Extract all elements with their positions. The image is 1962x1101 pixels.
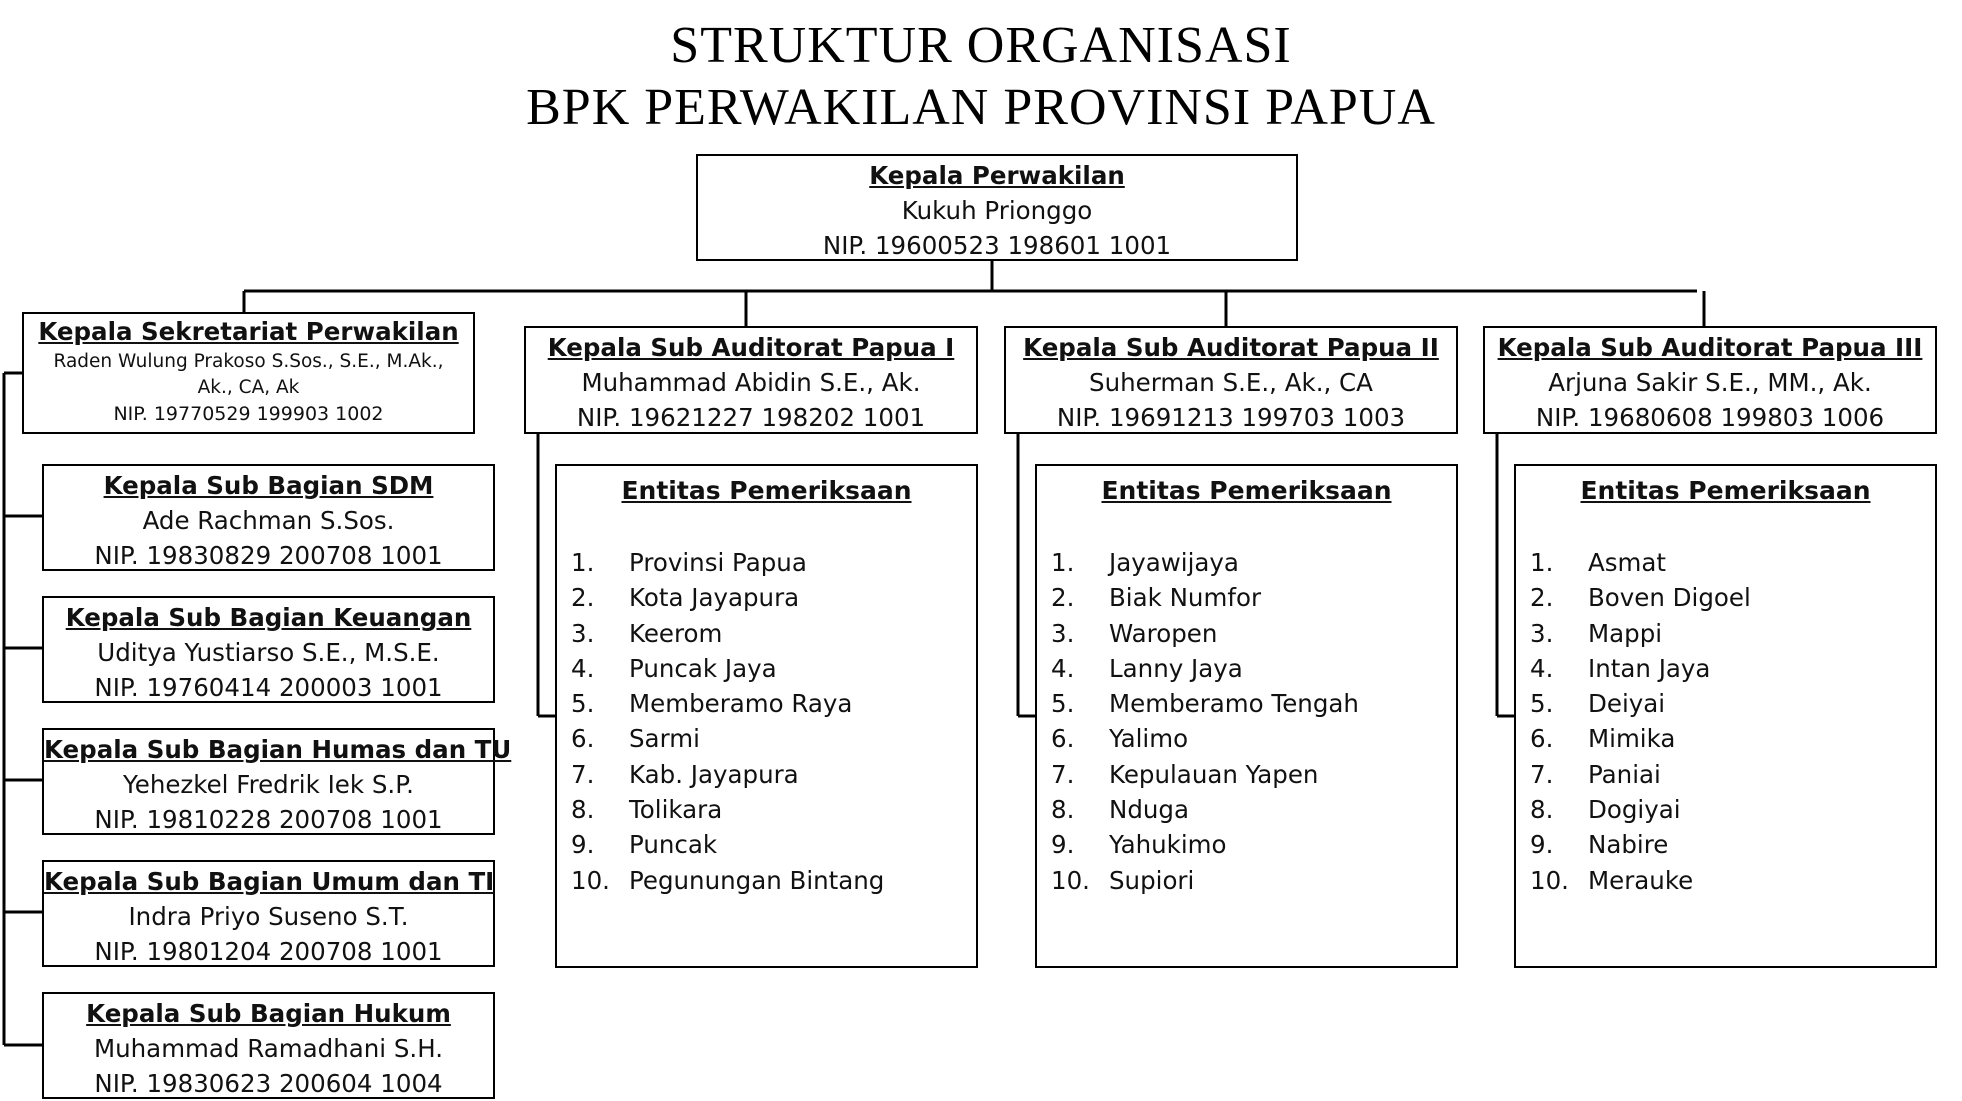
list-item: 3. Mappi bbox=[1530, 618, 1663, 648]
list-item: 5. Memberamo Tengah bbox=[1051, 689, 1359, 719]
sub-section-name: Yehezkel Fredrik Iek S.P. bbox=[123, 770, 414, 799]
list-item: 8. Nduga bbox=[1051, 795, 1189, 825]
chart-title-line-1: STRUKTUR ORGANISASI bbox=[670, 17, 1292, 74]
entities-list bbox=[557, 545, 976, 898]
list-item: 7. Kab. Jayapura bbox=[571, 759, 799, 789]
list-item: 10. Merauke bbox=[1530, 865, 1694, 895]
sub-section-role: Kepala Sub Bagian Humas dan TU bbox=[44, 735, 512, 764]
list-item: 6. Yalimo bbox=[1051, 724, 1189, 754]
entities-list bbox=[1516, 545, 1935, 898]
entities-box-3 bbox=[1514, 464, 1937, 968]
list-item: 2. Kota Jayapura bbox=[571, 583, 800, 613]
auditorat-name: Arjuna Sakir S.E., MM., Ak. bbox=[1548, 368, 1872, 397]
list-item: 4. Puncak Jaya bbox=[571, 653, 777, 683]
list-item: 1. Jayawijaya bbox=[1051, 548, 1239, 577]
list-item: 7. Paniai bbox=[1530, 759, 1661, 789]
list-item: 1. Provinsi Papua bbox=[571, 548, 807, 577]
sub-section-role: Kepala Sub Bagian Umum dan TI bbox=[44, 867, 495, 896]
secretariat-role: Kepala Sekretariat Perwakilan bbox=[38, 317, 459, 346]
sub-section-role: Kepala Sub Bagian Hukum bbox=[86, 999, 451, 1028]
secretariat-box bbox=[22, 312, 475, 434]
chart-title-line-2: BPK PERWAKILAN PROVINSI PAPUA bbox=[526, 79, 1436, 136]
list-item: 10. Pegunungan Bintang bbox=[571, 865, 885, 895]
list-item: 9. Yahukimo bbox=[1051, 830, 1227, 860]
sub-section-nip: NIP. 19801204 200708 1001 bbox=[94, 937, 443, 966]
list-item: 9. Puncak bbox=[571, 830, 718, 860]
list-item: 4. Lanny Jaya bbox=[1051, 653, 1243, 683]
head-nip: NIP. 19600523 198601 1001 bbox=[822, 231, 1172, 260]
auditorat-role: Kepala Sub Auditorat Papua I bbox=[547, 333, 955, 362]
list-item: 3. Waropen bbox=[1051, 618, 1218, 648]
list-item: 6. Mimika bbox=[1530, 724, 1676, 754]
secretariat-name-line-2: Ak., CA, Ak bbox=[197, 377, 300, 398]
sub-section-humas-box bbox=[42, 728, 512, 835]
list-item: 6. Sarmi bbox=[571, 724, 700, 754]
sub-section-hukum-box bbox=[42, 992, 495, 1099]
sub-section-name: Muhammad Ramadhani S.H. bbox=[93, 1034, 443, 1063]
sub-section-name: Ade Rachman S.Sos. bbox=[142, 506, 395, 535]
entities-title: Entitas Pemeriksaan bbox=[1101, 476, 1392, 505]
sub-section-keuangan-box bbox=[42, 596, 495, 703]
sub-section-name: Indra Priyo Suseno S.T. bbox=[128, 902, 409, 931]
list-item: 5. Deiyai bbox=[1530, 689, 1666, 719]
sub-section-name: Uditya Yustiarso S.E., M.S.E. bbox=[97, 638, 440, 667]
sub-section-sdm-box bbox=[42, 464, 495, 571]
auditorat-nip: NIP. 19680608 199803 1006 bbox=[1535, 403, 1885, 432]
sub-section-nip: NIP. 19760414 200003 1001 bbox=[94, 673, 443, 702]
head-box bbox=[696, 154, 1298, 261]
head-name: Kukuh Prionggo bbox=[901, 196, 1093, 225]
auditorat-nip: NIP. 19621227 198202 1001 bbox=[576, 403, 926, 432]
sub-section-nip: NIP. 19830829 200708 1001 bbox=[94, 541, 443, 570]
auditorat-2-box bbox=[1004, 326, 1458, 434]
auditorat-role: Kepala Sub Auditorat Papua II bbox=[1023, 333, 1439, 362]
sub-section-role: Kepala Sub Bagian Keuangan bbox=[65, 603, 472, 632]
list-item: 2. Biak Numfor bbox=[1051, 583, 1262, 613]
sub-section-nip: NIP. 19810228 200708 1001 bbox=[94, 805, 443, 834]
list-item: 10. Supiori bbox=[1051, 865, 1195, 895]
list-item: 5. Memberamo Raya bbox=[571, 689, 853, 719]
auditorat-3-box bbox=[1483, 326, 1937, 434]
sub-section-umum-box bbox=[42, 860, 495, 967]
list-item: 9. Nabire bbox=[1530, 830, 1669, 860]
list-item: 7. Kepulauan Yapen bbox=[1051, 759, 1319, 789]
secretariat-nip: NIP. 19770529 199903 1002 bbox=[113, 403, 384, 425]
list-item: 2. Boven Digoel bbox=[1530, 583, 1751, 613]
entities-title: Entitas Pemeriksaan bbox=[621, 476, 912, 505]
entities-list bbox=[1037, 545, 1456, 898]
auditorat-name: Muhammad Abidin S.E., Ak. bbox=[581, 368, 921, 397]
auditorat-nip: NIP. 19691213 199703 1003 bbox=[1056, 403, 1406, 432]
sub-section-role: Kepala Sub Bagian SDM bbox=[103, 471, 434, 500]
auditorat-role: Kepala Sub Auditorat Papua III bbox=[1497, 333, 1923, 362]
secretariat-name-line-1: Raden Wulung Prakoso S.Sos., S.E., M.Ak., bbox=[53, 351, 444, 372]
auditorat-1-box bbox=[524, 326, 978, 434]
auditorat-name: Suherman S.E., Ak., CA bbox=[1089, 368, 1373, 397]
entities-title: Entitas Pemeriksaan bbox=[1580, 476, 1871, 505]
sub-section-nip: NIP. 19830623 200604 1004 bbox=[94, 1069, 443, 1098]
list-item: 8. Tolikara bbox=[571, 795, 723, 825]
list-item: 1. Asmat bbox=[1530, 548, 1667, 577]
list-item: 4. Intan Jaya bbox=[1530, 653, 1711, 683]
list-item: 3. Keerom bbox=[571, 618, 723, 648]
entities-box-2 bbox=[1035, 464, 1458, 968]
list-item: 8. Dogiyai bbox=[1530, 795, 1681, 825]
head-role: Kepala Perwakilan bbox=[869, 161, 1125, 190]
entities-box-1 bbox=[555, 464, 978, 968]
